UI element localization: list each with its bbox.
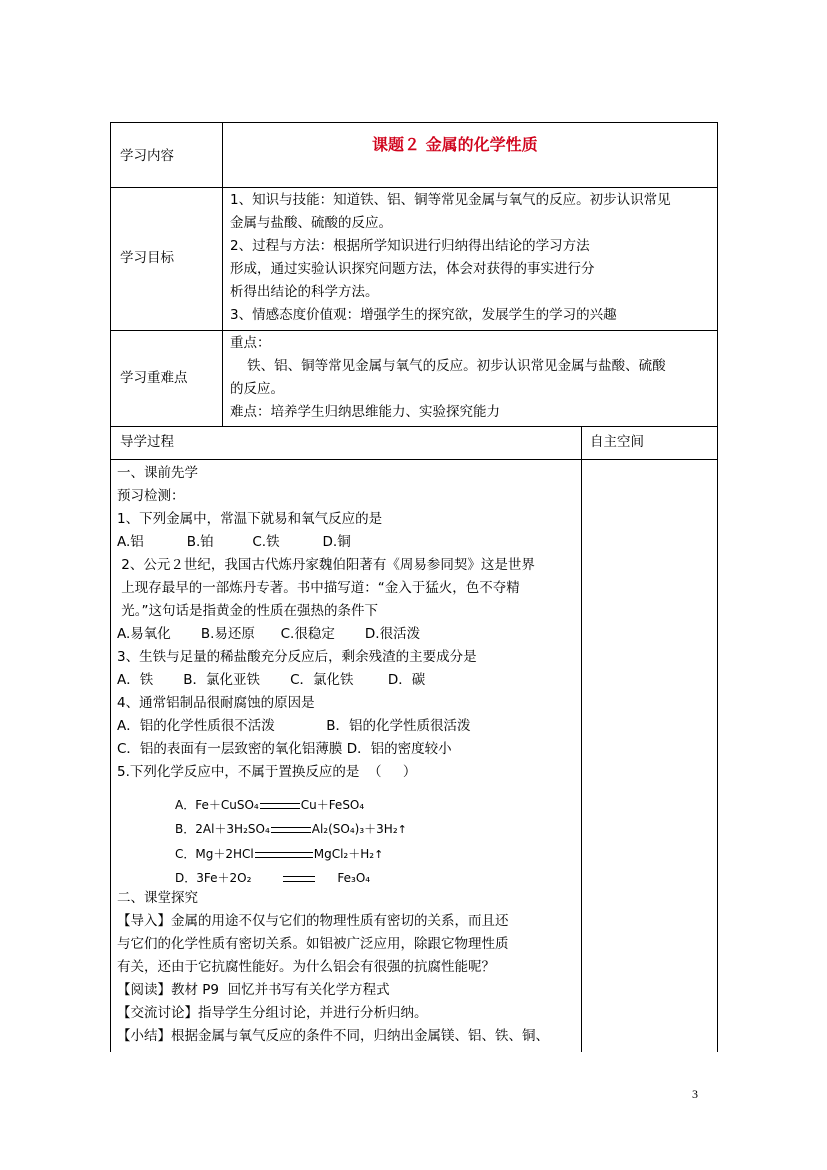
equation-rhs: MgCl₂＋H₂ <box>313 847 375 861</box>
process-line: 3、生铁与足量的稀盐酸充分反应后，剩余残渣的主要成分是 <box>117 649 477 665</box>
page-title: 课题２ 金属的化学性质 <box>372 135 538 154</box>
table-border-right <box>717 122 718 1052</box>
process-line: 二、课堂探究 <box>117 890 198 906</box>
equals-sign <box>271 827 311 833</box>
goals-line: 析得出结论的科学方法。 <box>230 284 379 300</box>
equation-c <box>175 845 383 862</box>
equation-rhs: Al₂(SO₄)₃＋3H₂ <box>311 822 398 836</box>
process-line: A.铝 B.铂 C.铁 D.铜 <box>117 534 351 550</box>
keypoints-line: 铁、铝、铜等常见金属与氧气的反应。初步认识常见金属与盐酸、硫酸 <box>230 358 666 374</box>
gas-arrow-icon: ↑ <box>397 823 407 836</box>
row-divider-3 <box>110 426 718 427</box>
equation-rhs: Cu＋FeSO₄ <box>300 798 365 812</box>
goals-line: 形成，通过实验认识探究问题方法，体会对获得的事实进行分 <box>230 261 595 277</box>
row-label-content: 学习内容 <box>120 148 174 164</box>
process-line: A．铁 B．氯化亚铁 C．氯化铁 D．碳 <box>117 672 426 688</box>
notes-column-divider <box>581 426 582 1052</box>
goals-line: 2、过程与方法：根据所学知识进行归纳得出结论的学习方法 <box>230 238 590 254</box>
keypoints-line: 难点：培养学生归纳思维能力、实验探究能力 <box>230 404 500 420</box>
process-line: 2、公元２世纪，我国古代炼丹家魏伯阳著有《周易参同契》这是世界 <box>117 557 535 573</box>
goals-line: 3、情感态度价值观：增强学生的探究欲，发展学生的学习的兴趣 <box>230 307 617 323</box>
gas-arrow-icon: ↑ <box>374 848 384 861</box>
goals-line: 1、知识与技能：知道铁、铝、铜等常见金属与氧气的反应。初步认识常见 <box>230 192 671 208</box>
process-line: 4、通常铝制品很耐腐蚀的原因是 <box>117 695 315 711</box>
equation-b <box>175 820 407 837</box>
row-label-goals: 学习目标 <box>120 250 174 266</box>
page-number: 3 <box>692 1087 698 1101</box>
notes-header: 自主空间 <box>590 434 644 450</box>
process-line: 【交流讨论】指导学生分组讨论，并进行分析归纳。 <box>117 1005 428 1021</box>
process-line: 【阅读】教材 P9 回忆并书写有关化学方程式 <box>117 982 390 998</box>
row-divider-1 <box>110 187 718 188</box>
equals-sign <box>260 803 300 809</box>
process-line: 一、课前先学 <box>117 465 198 481</box>
process-line: A.易氧化 B.易还原 C.很稳定 D.很活泼 <box>117 626 421 642</box>
process-header: 导学过程 <box>120 434 174 450</box>
keypoints-text <box>230 332 666 424</box>
process-body-part-2 <box>117 887 549 1048</box>
keypoints-line: 重点： <box>230 335 271 351</box>
process-line: 与它们的化学性质有密切关系。如铝被广泛应用，除跟它物理性质 <box>117 936 509 952</box>
goals-text <box>230 189 671 327</box>
equation-a <box>175 796 364 813</box>
label-column-divider <box>222 122 223 427</box>
goals-line: 金属与盐酸、硫酸的反应。 <box>230 215 392 231</box>
process-line: 预习检测： <box>117 488 185 504</box>
process-line: 5.下列化学反应中，不属于置换反应的是 （ ） <box>117 764 417 780</box>
table-border-left <box>110 122 111 1052</box>
equation-lhs: C．Mg＋2HCl <box>175 847 254 861</box>
process-line: C．铝的表面有一层致密的氧化铝薄膜 D．铝的密度较小 <box>117 741 452 757</box>
process-body <box>117 462 535 784</box>
equals-sign <box>255 852 313 858</box>
process-line: A．铝的化学性质很不活泼 B．铝的化学性质很活泼 <box>117 718 471 734</box>
keypoints-line: 的反应。 <box>230 381 284 397</box>
process-line: 【小结】根据金属与氧气反应的条件不同，归纳出金属镁、铝、铁、铜、 <box>117 1028 549 1044</box>
process-line: 【导入】金属的用途不仅与它们的物理性质有密切的关系，而且还 <box>117 913 509 929</box>
equation-d <box>175 869 370 886</box>
equation-rhs: Fe₃O₄ <box>337 871 371 885</box>
row-label-keypoints: 学习重难点 <box>120 370 188 386</box>
process-line: 1、下列金属中，常温下就易和氧气反应的是 <box>117 511 383 527</box>
process-line: 有关，还由于它抗腐性能好。为什么铝会有很强的抗腐性能呢？ <box>117 959 495 975</box>
table-border-top <box>110 122 718 123</box>
equation-lhs: D．3Fe＋2O₂ <box>175 871 252 885</box>
equation-lhs: A．Fe＋CuSO₄ <box>175 798 259 812</box>
equation-lhs: B．2Al＋3H₂SO₄ <box>175 822 270 836</box>
process-line: 光。”这句话是指黄金的性质在强热的条件下 <box>117 603 379 619</box>
row-divider-4 <box>110 459 718 460</box>
row-divider-2 <box>110 330 718 331</box>
process-line: 上现存最早的一部炼丹专著。书中描写道：“金入于猛火，色不夺精 <box>117 580 520 596</box>
equals-sign <box>283 876 315 882</box>
